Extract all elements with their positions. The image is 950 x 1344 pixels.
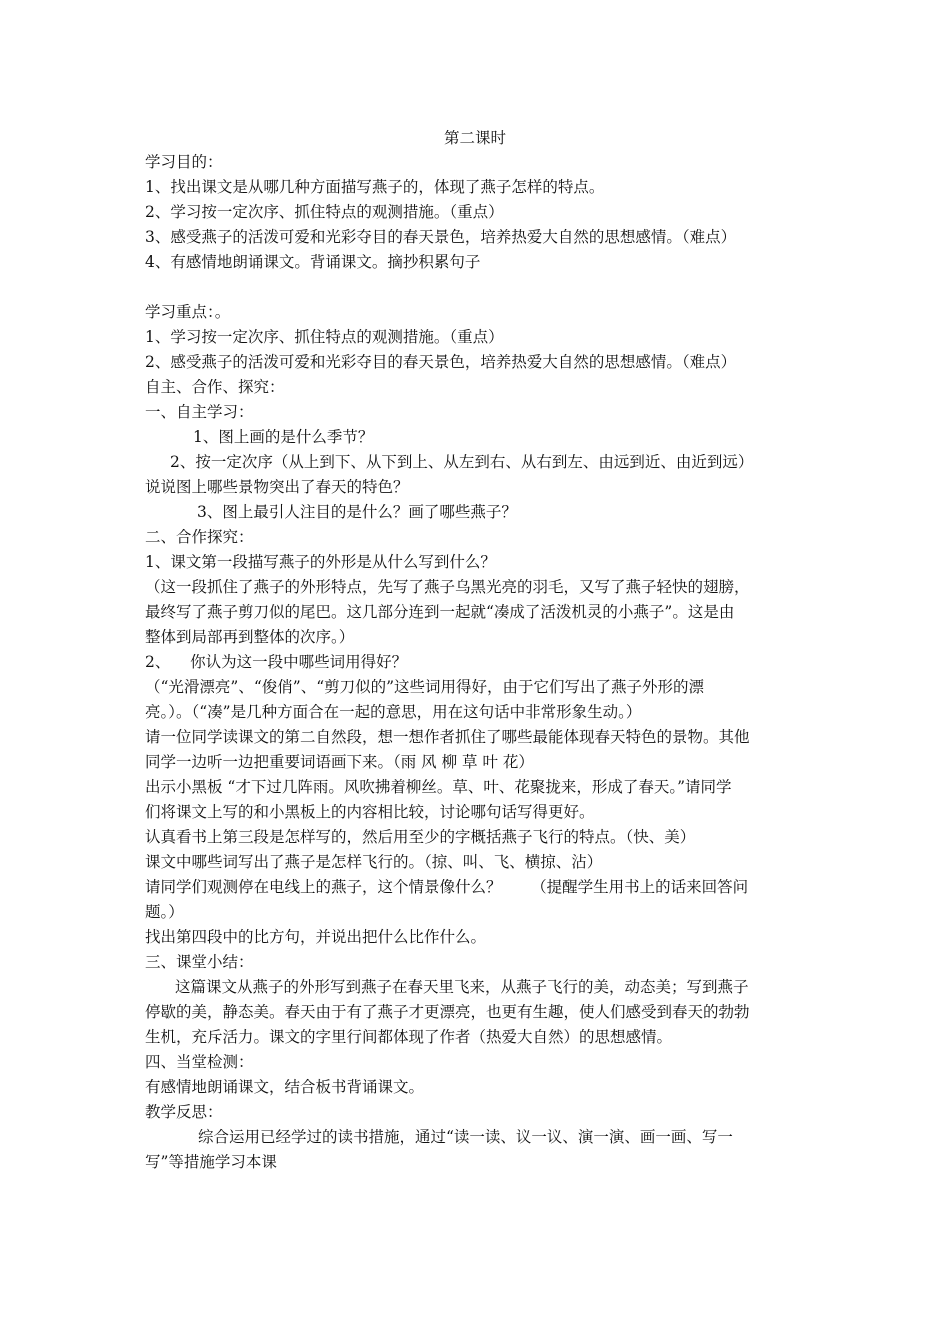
- section-heading: 二、合作探究：: [145, 528, 254, 546]
- objective-item: 4、有感情地朗诵课文。背诵课文。摘抄积累句子: [145, 253, 481, 271]
- activity-text: 课文中哪些词写出了燕子是怎样飞行的。（掠、叫、飞、横掠、沾）: [145, 853, 603, 871]
- activity-text: 请同学们观测停在电线上的燕子，这个情景像什么？ （提醒学生用书上的话来回答问: [145, 878, 749, 896]
- question-item: 3、图上最引人注目的是什么？画了哪些燕子？: [197, 503, 517, 521]
- summary-text: 生机，充斥活力。课文的字里行间都体现了作者（热爱大自然）的思想感情。: [145, 1028, 673, 1046]
- answer-text: （这一段抓住了燕子的外形特点，先写了燕子乌黑光亮的羽毛，又写了燕子轻快的翅膀，: [145, 578, 750, 596]
- objective-item: 1、找出课文是从哪几种方面描写燕子的，体现了燕子怎样的特点。: [145, 178, 605, 196]
- section-heading: 自主、合作、探究：: [145, 378, 285, 396]
- question-item: 1、课文第一段描写燕子的外形是从什么写到什么？: [145, 553, 496, 571]
- activity-text: 们将课文上写的和小黑板上的内容相比较，讨论哪句话写得更好。: [145, 803, 595, 821]
- answer-text: 整体到局部再到整体的次序。）: [145, 628, 355, 646]
- test-text: 有感情地朗诵课文，结合板书背诵课文。: [145, 1078, 425, 1096]
- answer-text: 亮。）。（“凑”是几种方面合在一起的意思，用在这句话中非常形象生动。）: [145, 703, 642, 721]
- objective-item: 3、感受燕子的活泼可爱和光彩夺目的春天景色，培养热爱大自然的思想感情。（难点）: [145, 228, 737, 246]
- key-point-item: 1、学习按一定次序、抓住特点的观测措施。（重点）: [145, 328, 504, 346]
- objectives-heading: 学习目的：: [145, 153, 223, 171]
- activity-text: 请一位同学读课文的第二自然段，想一想作者抓住了哪些最能体现春天特色的景物。其他: [145, 728, 750, 746]
- section-heading: 一、自主学习：: [145, 403, 254, 421]
- lesson-title: 第二课时: [443, 129, 506, 147]
- activity-text: 出示小黑板 “才下过几阵雨。风吹拂着柳丝。草、叶、花聚拢来，形成了春天。”请同学: [145, 778, 732, 796]
- summary-text: 这篇课文从燕子的外形写到燕子在春天里飞来，从燕子飞行的美，动态美；写到燕子: [175, 978, 749, 996]
- question-item: 2、 你认为这一段中哪些词用得好？: [145, 653, 408, 671]
- activity-text: 同学一边听一边把重要词语画下来。（雨 风 柳 草 叶 花）: [145, 753, 534, 771]
- question-item: 1、图上画的是什么季节？: [193, 428, 374, 446]
- activity-text: 认真看书上第三段是怎样写的，然后用至少的字概括燕子飞行的特点。（快、美）: [145, 828, 696, 846]
- summary-text: 停歇的美，静态美。春天由于有了燕子才更漂亮，也更有生趣，使人们感受到春天的勃勃: [145, 1003, 750, 1021]
- reflection-text: 综合运用已经学过的读书措施，通过“读一读、议一议、演一演、画一画、写一: [198, 1128, 733, 1146]
- question-item-cont: 说说图上哪些景物突出了春天的特色？: [145, 478, 409, 496]
- reflection-heading: 教学反思：: [145, 1103, 223, 1121]
- objective-item: 2、学习按一定次序、抓住特点的观测措施。（重点）: [145, 203, 504, 221]
- answer-text: 最终写了燕子剪刀似的尾巴。这几部分连到一起就“凑成了活泼机灵的小燕子”。这是由: [145, 603, 735, 621]
- key-points-heading: 学习重点：。: [145, 303, 231, 321]
- reflection-text: 写”等措施学习本课: [145, 1153, 277, 1171]
- answer-text: （“光滑漂亮”、“俊俏”、“剪刀似的”这些词用得好，由于它们写出了燕子外形的漂: [145, 678, 705, 696]
- activity-text: 题。）: [145, 903, 184, 921]
- section-heading: 三、课堂小结：: [145, 953, 254, 971]
- key-point-item: 2、感受燕子的活泼可爱和光彩夺目的春天景色，培养热爱大自然的思想感情。（难点）: [145, 353, 737, 371]
- question-item: 2、按一定次序（从上到下、从下到上、从左到右、从右到左、由远到近、由近到远）: [170, 453, 754, 471]
- activity-text: 找出第四段中的比方句，并说出把什么比作什么。: [145, 928, 487, 946]
- section-heading: 四、当堂检测：: [145, 1053, 254, 1071]
